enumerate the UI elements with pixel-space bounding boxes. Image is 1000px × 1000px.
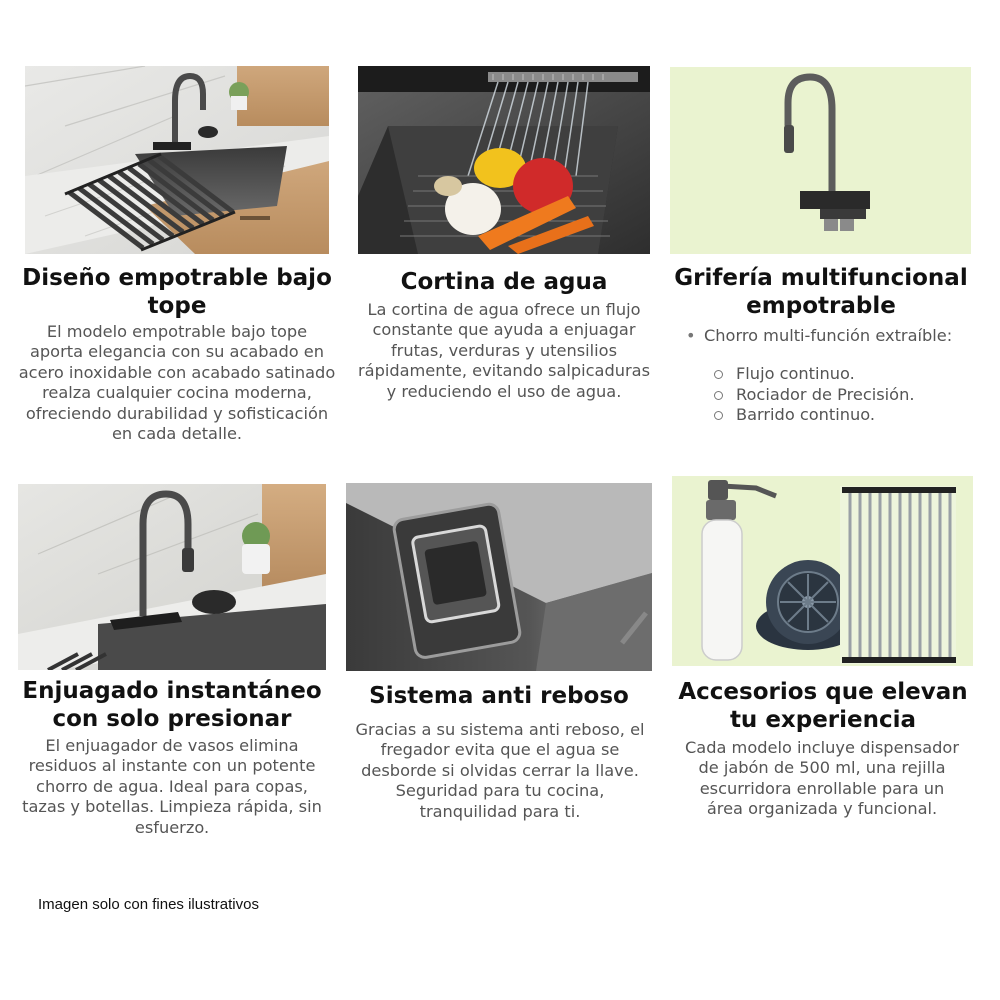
feature-body-anti-overflow: Gracias a su sistema anti reboso, el fregador evita que el agua se desborde si olvidas cerrar la llave. Seguridad para tu cocina, tranquilidad para ti.	[355, 720, 645, 821]
glass-rinser-photo	[18, 484, 326, 670]
faucet-bullet-text: Chorro multi-función extraíble:	[704, 326, 953, 345]
feature-body-water-curtain: La cortina de agua ofrece un flujo constante que ayuda a enjuagar frutas, verduras y utensilios rápidamente, evitando salpicaduras y reduciendo el uso de agua.	[358, 300, 650, 401]
multifunction-faucet-photo	[670, 67, 971, 254]
disclaimer-text: Imagen solo con fines ilustrativos	[38, 896, 259, 913]
anti-overflow-photo	[346, 483, 652, 671]
feature-title-glass-rinser: Enjuagado instantáneo con solo presionar	[22, 678, 322, 732]
feature-title-anti-overflow: Sistema anti reboso	[369, 683, 629, 709]
feature-title-faucet: Grifería multifuncional empotrable	[674, 265, 968, 319]
faucet-sub-list	[682, 364, 972, 425]
faucet-sub-item: Rociador de Precisión.	[682, 385, 972, 405]
feature-body-accessories: Cada modelo incluye dispensador de jabón de 500 ml, una rejilla escurridora enrollable para un área organizada y funcional.	[684, 738, 959, 819]
feature-title-undermount: Diseño empotrable bajo tope	[22, 265, 332, 319]
faucet-sub-item: Barrido continuo.	[682, 405, 972, 425]
feature-body-undermount: El modelo empotrable bajo tope aporta elegancia con su acabado en acero inoxidable con acabado satinado realza cualquier cocina moderna, ofreciendo durabilidad y sofisticación en cada detalle.	[18, 322, 336, 444]
faucet-features-list	[682, 326, 972, 426]
feature-title-accessories: Accesorios que elevan tu experiencia	[678, 679, 968, 733]
undermount-sink-photo	[25, 66, 329, 254]
feature-title-water-curtain: Cortina de agua	[400, 269, 608, 295]
feature-body-glass-rinser: El enjuagador de vasos elimina residuos al instante con un potente chorro de agua. Ideal para copas, tazas y botellas. Limpieza rápida, sin esfuerzo.	[22, 736, 322, 837]
faucet-sub-item: Flujo continuo.	[682, 364, 972, 384]
accessories-photo	[672, 476, 973, 666]
water-curtain-photo	[358, 66, 650, 254]
faucet-bullet	[682, 326, 972, 346]
